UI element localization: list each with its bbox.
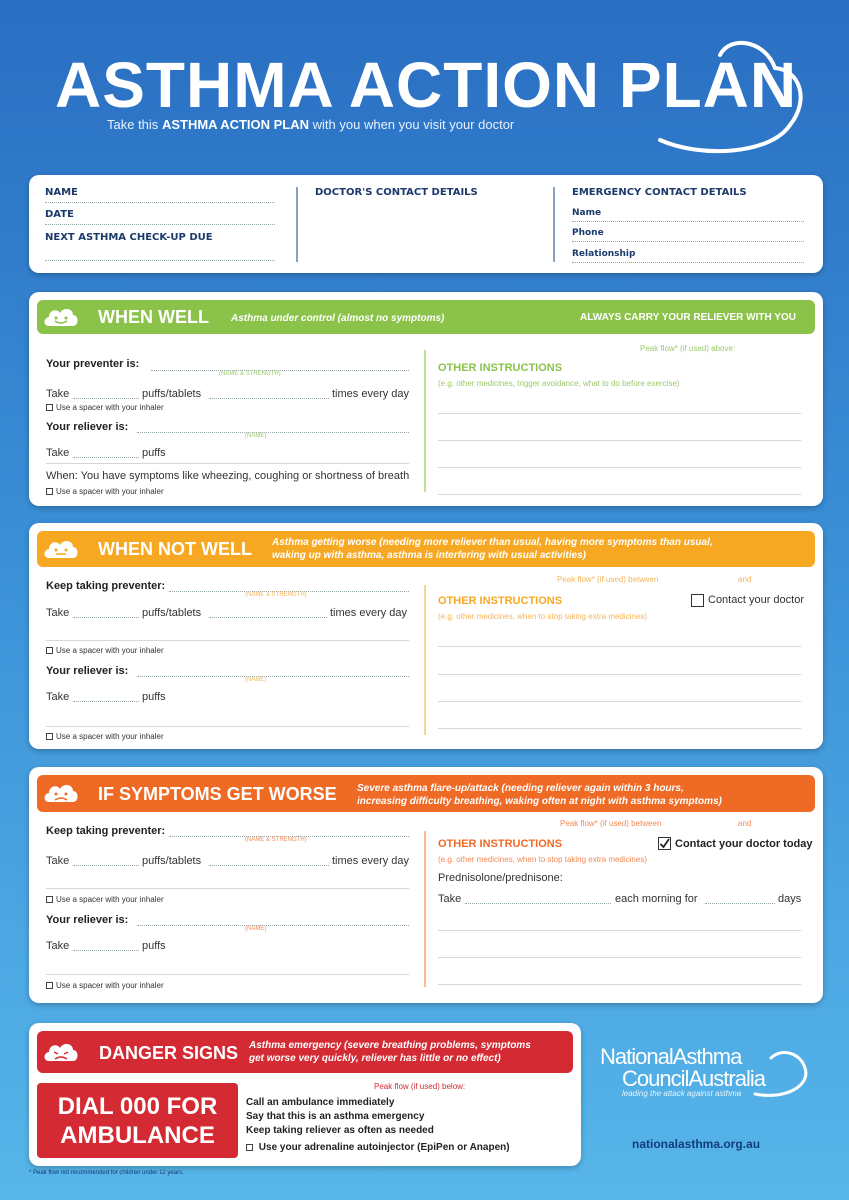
take-label: Take [46, 940, 70, 952]
divider [46, 888, 409, 889]
storm-cloud-icon [41, 1039, 81, 1065]
keep-preventer-label: Keep taking preventer: [46, 580, 166, 592]
checkbox-icon[interactable] [46, 488, 53, 495]
logo-line-2: CouncilAustralia [622, 1066, 765, 1091]
divider [296, 187, 298, 262]
checkup-label: NEXT ASTHMA CHECK-UP DUE [45, 232, 213, 243]
spacer-option[interactable]: Use a spacer with your inhaler [46, 895, 164, 904]
other-instructions-hint: (e.g. other medicines, when to stop taking extra medicines) [438, 855, 647, 864]
checkbox-icon[interactable] [246, 1144, 253, 1151]
instruction-line[interactable] [438, 646, 801, 647]
neutral-cloud-icon [41, 536, 81, 562]
contact-doctor-checkbox[interactable] [691, 594, 704, 607]
page-title: ASTHMA ACTION PLAN [55, 49, 798, 121]
em-name-field[interactable] [572, 221, 804, 222]
times-every-day-label: times every day [332, 855, 410, 867]
logo-tagline: leading the attack against asthma [622, 1089, 742, 1098]
times-field[interactable] [209, 398, 329, 399]
instruction-line[interactable] [438, 467, 801, 468]
step-say: Say that this is an asthma emergency [246, 1111, 425, 1122]
peak-flow-label: Peak flow* (if used) between [560, 819, 662, 828]
puffs-tablets-label: puffs/tablets [142, 607, 202, 619]
checkbox-icon[interactable] [46, 733, 53, 740]
take-label: Take [46, 691, 70, 703]
name-strength-hint: (NAME & STRENGTH) [245, 592, 307, 598]
name-hint: (NAME) [245, 677, 267, 683]
carry-reliever-note: ALWAYS CARRY YOUR RELIEVER WITH YOU [580, 312, 796, 323]
logo-line-1: NationalAsthma [600, 1044, 742, 1069]
days-label: days [778, 893, 802, 905]
step-adrenaline[interactable]: Use your adrenaline autoinjector (EpiPen or Anapen) [246, 1142, 510, 1153]
when-well-title: WHEN WELL [98, 307, 209, 327]
divider [46, 463, 409, 464]
reliever-field[interactable] [137, 925, 409, 926]
peak-flow-and: and [738, 819, 752, 828]
reliever-field[interactable] [137, 676, 409, 677]
puffs-tablets-label: puffs/tablets [142, 388, 202, 400]
name-label: NAME [45, 187, 78, 198]
take-label: Take [46, 855, 70, 867]
puffs-tablets-label: puffs/tablets [142, 855, 202, 867]
instruction-line[interactable] [438, 674, 801, 675]
reliever-puffs-field[interactable] [73, 701, 139, 702]
name-strength-hint: (NAME & STRENGTH) [245, 837, 307, 843]
instruction-line[interactable] [438, 957, 801, 958]
when-not-well-note: Asthma getting worse (needing more reliever than usual, having more symptoms than usual, waking up with asthma, asthma is interfering with usual activities) [272, 537, 713, 561]
logo-swoosh-icon [745, 1042, 815, 1100]
divider [424, 350, 426, 492]
take-label: Take [438, 893, 462, 905]
contact-doctor-label: Contact your doctor [708, 594, 804, 606]
checkbox-icon[interactable] [46, 982, 53, 989]
instruction-line[interactable] [438, 728, 801, 729]
em-relationship-field[interactable] [572, 262, 804, 263]
spacer-option[interactable]: Use a spacer with your inhaler [46, 403, 164, 412]
take-label: Take [46, 447, 70, 459]
sad-cloud-icon [41, 780, 81, 806]
checkbox-icon[interactable] [46, 647, 53, 654]
website-link[interactable]: nationalasthma.org.au [632, 1137, 761, 1151]
name-hint: (NAME) [245, 926, 267, 932]
instruction-line[interactable] [438, 984, 801, 985]
prednisolone-label: Prednisolone/prednisone: [438, 872, 563, 884]
divider [424, 585, 426, 735]
other-instructions-label: OTHER INSTRUCTIONS [438, 595, 563, 607]
when-well-note: Asthma under control (almost no symptoms) [231, 313, 445, 324]
instruction-line[interactable] [438, 413, 801, 414]
when-not-well-card [29, 523, 823, 749]
divider [424, 831, 426, 987]
divider [46, 726, 409, 727]
divider [553, 187, 555, 262]
other-instructions-label: OTHER INSTRUCTIONS [438, 838, 563, 850]
step-keep: Keep taking reliever as often as needed [246, 1125, 434, 1136]
danger-signs-card [29, 1023, 581, 1166]
reliever-field[interactable] [137, 432, 409, 433]
dial-000-text: DIAL 000 FOR AMBULANCE [57, 1093, 218, 1149]
spacer-option[interactable]: Use a spacer with your inhaler [46, 487, 164, 496]
instruction-line[interactable] [438, 440, 801, 441]
spacer-option[interactable]: Use a spacer with your inhaler [46, 646, 164, 655]
danger-steps [246, 1096, 434, 1138]
preventer-label: Your preventer is: [46, 358, 140, 370]
symptoms-worse-title: IF SYMPTOMS GET WORSE [98, 784, 337, 804]
em-phone-label: Phone [572, 228, 604, 238]
reliever-label: Your reliever is: [46, 665, 129, 677]
peak-flow-label: Peak flow (if used) below: [374, 1082, 466, 1091]
puffs-field[interactable] [73, 865, 139, 866]
happy-cloud-icon [41, 304, 81, 330]
name-field[interactable] [45, 202, 275, 203]
reliever-label: Your reliever is: [46, 421, 129, 433]
times-field[interactable] [209, 617, 327, 618]
when-symptoms: When: You have symptoms like wheezing, coughing or shortness of breath [46, 470, 410, 482]
checkbox-icon[interactable] [46, 404, 53, 411]
em-phone-field[interactable] [572, 241, 804, 242]
other-instructions-hint: (e.g. other medicines, trigger avoidance, what to do before exercise) [438, 379, 680, 388]
take-label: Take [46, 607, 70, 619]
cloud-decoration [640, 30, 805, 160]
peak-flow-label: Peak flow* (if used) above: [640, 344, 736, 353]
times-field[interactable] [209, 865, 329, 866]
instruction-line[interactable] [438, 494, 801, 495]
puffs-field[interactable] [73, 617, 139, 618]
danger-title: DANGER SIGNS [99, 1043, 239, 1063]
name-strength-hint: (NAME & STRENGTH) [219, 371, 281, 377]
doctor-label: DOCTOR'S CONTACT DETAILS [315, 187, 478, 198]
name-hint: (NAME) [245, 433, 267, 439]
symptoms-worse-note: Severe asthma flare-up/attack (needing reliever again within 3 hours, increasing difficulty breathing, waking often at night with asthma symptoms) [357, 783, 722, 807]
details-card [29, 175, 823, 273]
each-morning-label: each morning for [615, 893, 698, 905]
other-instructions-hint: (e.g. other medicines, when to stop taking extra medicines) [438, 612, 647, 621]
puffs-label: puffs [142, 447, 166, 459]
nac-logo [600, 1046, 765, 1090]
keep-preventer-label: Keep taking preventer: [46, 825, 166, 837]
reliever-puffs-field[interactable] [73, 457, 139, 458]
puffs-label: puffs [142, 940, 166, 952]
when-not-well-title: WHEN NOT WELL [98, 539, 252, 559]
divider [46, 974, 409, 975]
spacer-option[interactable]: Use a spacer with your inhaler [46, 981, 164, 990]
peak-flow-label: Peak flow* (if used) between [557, 575, 659, 584]
contact-doctor-today-checkbox[interactable] [658, 837, 671, 850]
page-subtitle: Take this ASTHMA ACTION PLAN with you when you visit your doctor [107, 117, 515, 132]
peak-flow-and: and [738, 575, 752, 584]
spacer-option[interactable]: Use a spacer with your inhaler [46, 732, 164, 741]
times-every-day-label: times every day [332, 388, 410, 400]
date-field[interactable] [45, 224, 275, 225]
puffs-field[interactable] [73, 398, 139, 399]
divider [46, 640, 409, 641]
instruction-line[interactable] [438, 930, 801, 931]
times-every-day-label: times every day [330, 607, 408, 619]
pred-days-field[interactable] [705, 903, 775, 904]
checkmark-icon [659, 838, 670, 849]
emergency-label: EMERGENCY CONTACT DETAILS [572, 187, 747, 198]
em-relationship-label: Relationship [572, 249, 636, 259]
em-name-label: Name [572, 208, 602, 218]
other-instructions-label: OTHER INSTRUCTIONS [438, 362, 563, 374]
checkbox-icon[interactable] [46, 896, 53, 903]
symptoms-worse-card [29, 767, 823, 1003]
contact-doctor-today-label: Contact your doctor today [675, 838, 813, 850]
step-call: Call an ambulance immediately [246, 1097, 395, 1108]
danger-note: Asthma emergency (severe breathing problems, symptoms get worse very quickly, reliever has little or no effect) [249, 1040, 531, 1064]
when-well-card [29, 292, 823, 506]
date-label: DATE [45, 209, 74, 220]
pred-dose-field[interactable] [465, 903, 611, 904]
take-label: Take [46, 388, 70, 400]
puffs-label: puffs [142, 691, 166, 703]
checkup-field[interactable] [45, 260, 275, 261]
reliever-label: Your reliever is: [46, 914, 129, 926]
reliever-puffs-field[interactable] [73, 950, 139, 951]
footnote: * Peak flow not recommended for children under 12 years. [29, 1170, 184, 1176]
instruction-line[interactable] [438, 701, 801, 702]
